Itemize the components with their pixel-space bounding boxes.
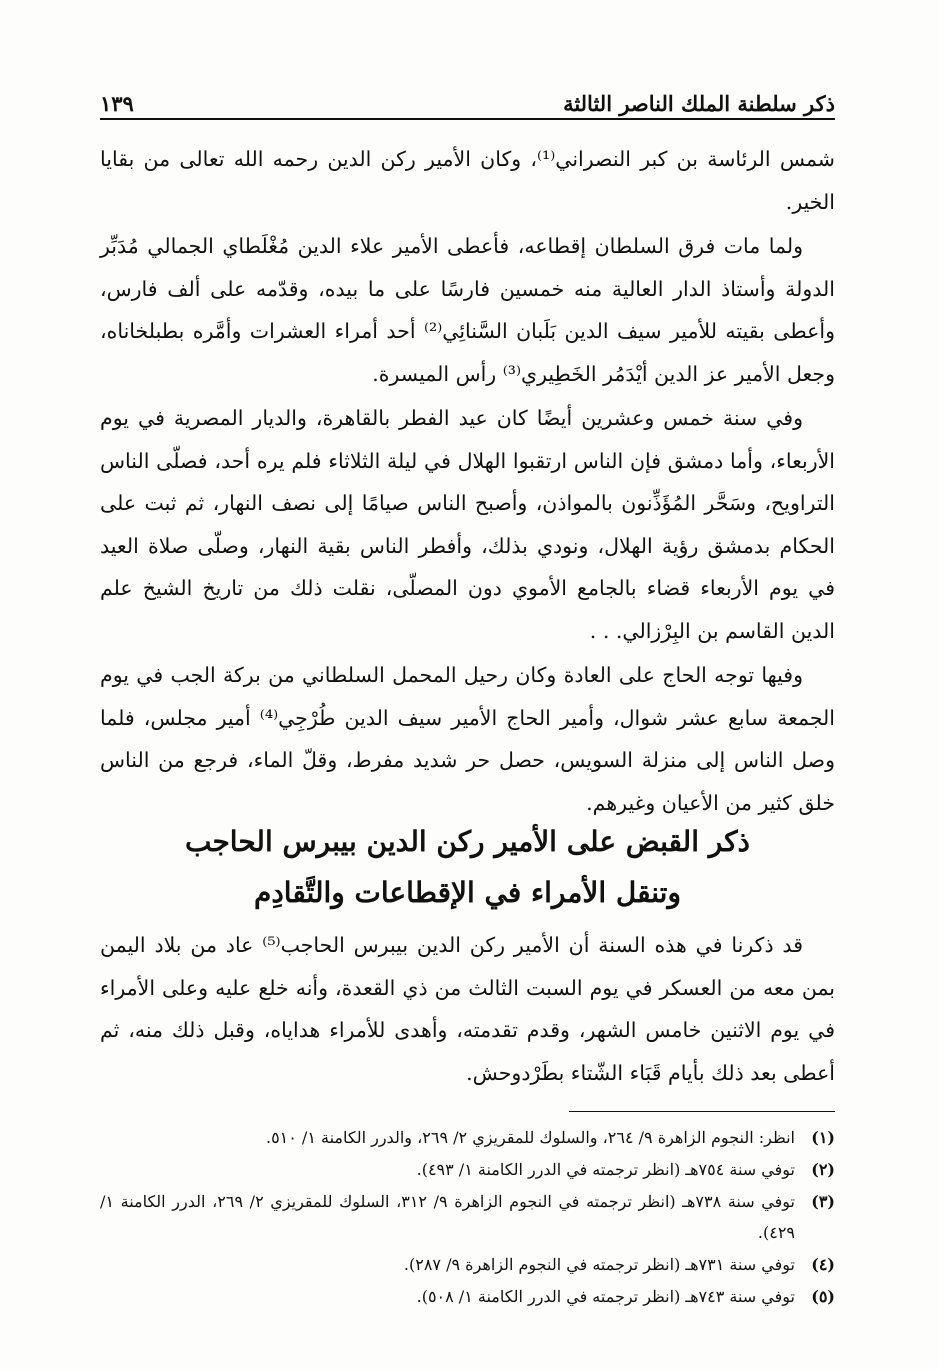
section-heading-line-2: وتنقل الأمراء في الإقطاعات والتَّقادِم [254, 876, 681, 909]
footnote-text: توفي سنة ٧٣٨هـ (انظر ترجمته في النجوم الزاهرة ٩/ ٣١٢، السلوك للمقريزي ٢/ ٢٦٩، الدرر الكامنة ١/ ٤٢٩). [100, 1192, 795, 1242]
section-text [100, 924, 835, 1094]
footnote-text: توفي سنة ٧٥٤هـ (انظر ترجمته في الدرر الكامنة ١/ ٤٩٣). [416, 1160, 795, 1179]
running-head-title: ذكر سلطنة الملك الناصر الثالثة [563, 91, 835, 116]
paragraph-3: وفي سنة خمس وعشرين أيضًا كان عيد الفطر بالقاهرة، والديار المصرية في يوم الأربعاء، وأما دمشق فإن الناس ارتقبوا الهلال في ليلة الثلاثاء فلم يره أحد، فصلّى الناس التراويح، وسَحَّر المُؤَذِّنون بالمواذن، وأصبح الناس صيامًا إلى نصف النهار، ثم ثبت على الحكام بدمشق رؤية الهلال، ونودي بذلك، وأفطر الناس بقية النهار، وصلّى صلاة العيد في يوم الأربعاء قضاء بالجامع الأموي دون المصلّى، نقلت ذلك من تاريخ الشيخ علم الدين القاسم بن البِرْزالي. . . [100, 406, 835, 643]
footnote-item [100, 1281, 835, 1312]
footnote-text: انظر: النجوم الزاهرة ٩/ ٢٦٤، والسلوك للمقريزي ٢/ ٢٦٩، والدرر الكامنة ١/ ٥١٠. [265, 1128, 795, 1147]
footnotes [100, 1122, 835, 1313]
paragraph-2: ولما مات فرق السلطان إقطاعه، فأعطى الأمير علاء الدين مُغْلَطاي الجمالي مُدَبِّر الدولة وأستاذ الدار العالية منه خمسين فارسًا على ما بيده، وقدّمه على ألف فارس، وأعطى بقيته للأمير سيف الدين بَلَبان السَّنائِي⁽²⁾ أحد أمراء العشرات وأمَّره بطبلخاناه، وجعل الأمير عز الدين أيْدَمُر الخَطِيري⁽³⁾ رأس الميسرة. [100, 234, 835, 386]
footnote-text: توفي سنة ٧٣١هـ (انظر ترجمته في النجوم الزاهرة ٩/ ٢٨٧). [403, 1255, 795, 1274]
section-paragraph: قد ذكرنا في هذه السنة أن الأمير ركن الدين بيبرس الحاجب⁽⁵⁾ عاد من بلاد اليمن بمن معه من العسكر في يوم السبت الثالث من ذي القعدة، وأنه خلع عليه وعلى الأمراء في يوم الاثنين خامس الشهر، وقدم تقدمته، وأهدى للأمراء هداياه، وقبل ذلك منه، ثم أعطى بعد ذلك بأيام قَبَاء الشّتاء بطَرْدوحش. [100, 933, 835, 1085]
footnote-rule [569, 1111, 835, 1112]
paragraph-1: شمس الرئاسة بن كبر النصراني⁽¹⁾، وكان الأمير ركن الدين رحمه الله تعالى من بقايا الخير. [100, 147, 835, 214]
footnote-number: (٤) [811, 1255, 835, 1274]
footnote-item [100, 1154, 835, 1185]
main-text [100, 138, 835, 826]
footnote-item [100, 1122, 835, 1153]
footnote-item [100, 1186, 835, 1248]
footnote-text: توفي سنة ٧٤٣هـ (انظر ترجمته في الدرر الكامنة ١/ ٥٠٨). [416, 1287, 795, 1306]
section-heading-line-1: ذكر القبض على الأمير ركن الدين بيبرس الحاجب [185, 825, 750, 858]
paragraph-4: وفيها توجه الحاج على العادة وكان رحيل المحمل السلطاني من بركة الجب في يوم الجمعة سابع عشر شوال، وأمير الحاج الأمير سيف الدين طُرْجِي⁽⁴⁾ أمير مجلس، فلما وصل الناس إلى منزلة السويس، حصل حر شديد مفرط، وقلّ الماء، فرجع من الناس خلق كثير من الأعيان وغيرهم. [100, 663, 835, 815]
section-heading [100, 816, 835, 918]
page-number: ١٣٩ [100, 91, 134, 116]
footnote-item [100, 1249, 835, 1280]
footnote-number: (١) [811, 1128, 835, 1147]
footnote-number: (٣) [811, 1192, 835, 1211]
footnote-number: (٢) [811, 1160, 835, 1179]
header-rule [100, 118, 835, 120]
running-head [100, 72, 835, 116]
footnote-number: (٥) [811, 1287, 835, 1306]
